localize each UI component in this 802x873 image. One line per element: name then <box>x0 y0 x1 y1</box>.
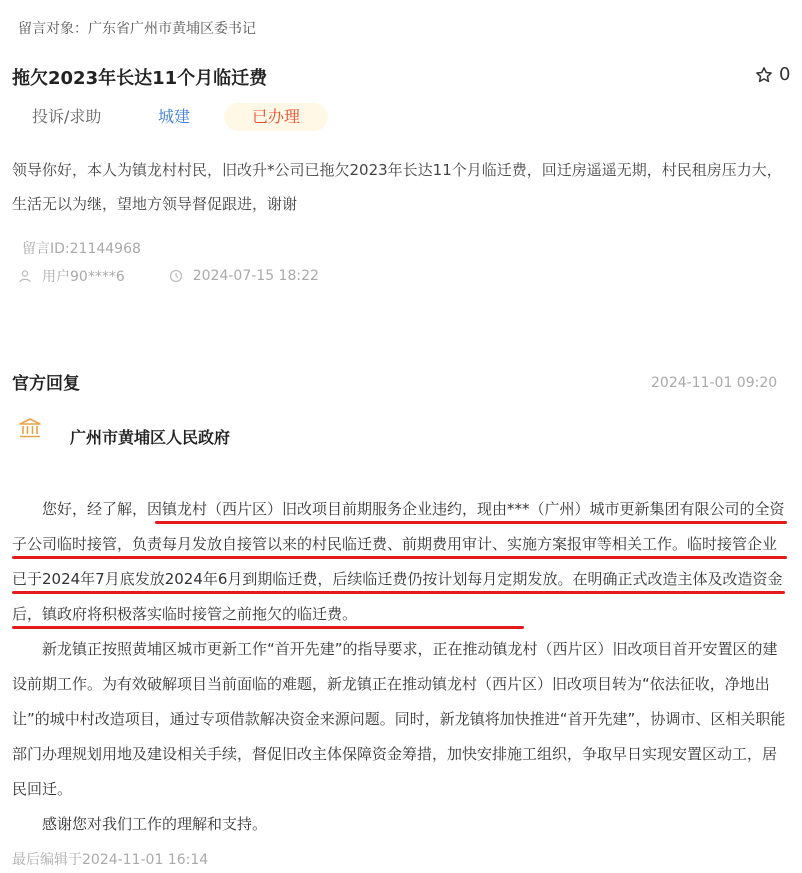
status-badge: 已办理 <box>224 103 328 131</box>
message-meta <box>18 266 319 286</box>
highlight-underline <box>12 591 785 594</box>
star-icon <box>755 66 773 84</box>
user-name: 用户90****6 <box>42 269 125 285</box>
message-id: 留言ID:21144968 <box>22 241 141 257</box>
message-time: 2024-07-15 18:22 <box>192 268 319 284</box>
reply-content <box>12 492 786 842</box>
page-title: 拖欠2023年长达11个月临迁费 <box>12 68 268 89</box>
favorite-count: 0 <box>779 64 791 85</box>
tag-category[interactable]: 城建 <box>158 107 191 126</box>
government-building-icon <box>18 417 42 439</box>
message-content: 领导你好，本人为镇龙村村民，旧改升*公司已拖欠2023年长达11个月临迁费，回迁房遥遥无期，村民租房压力大，生活无以为继，望地方领导督促跟进，谢谢 <box>12 161 782 213</box>
official-reply-heading: 官方回复 <box>12 374 80 394</box>
clock-icon <box>169 269 183 283</box>
reply-organization: 广州市黄埔区人民政府 <box>70 428 231 447</box>
favorite-button[interactable] <box>755 64 790 85</box>
user-icon <box>18 269 32 283</box>
reply-paragraph: 您好，经了解，因镇龙村（西片区）旧改项目前期服务企业违约，现由***（广州）城市更新集团有限公司的全资子公司临时接管，负责每月发放自接管以来的村民临迁费、前期费用审计、实施方案报审等相关工作。临时接管企业已于2024年7月底发放2024年6月到期临迁费，后续临迁费仍按计划每月定期发放。在明确正式改造主体及改造资金后，镇政府将积极落实临时接管之前拖欠的临迁费。 <box>12 500 785 623</box>
tag-type[interactable]: 投诉/求助 <box>12 103 121 131</box>
highlight-underline <box>12 556 787 559</box>
last-edited: 最后编辑于2024-11-01 16:14 <box>12 852 209 868</box>
highlight-underline <box>12 626 524 629</box>
highlight-underline <box>155 521 787 524</box>
message-target: 留言对象：广东省广州市黄埔区委书记 <box>18 21 256 37</box>
reply-time: 2024-11-01 09:20 <box>651 375 778 391</box>
reply-paragraph: 新龙镇正按照黄埔区城市更新工作“首开先建”的指导要求，正在推动镇龙村（西片区）旧改项目首开安置区的建设前期工作。为有效破解项目当前面临的难题，新龙镇正在推动镇龙村（西片区）旧改项目转为“依法征收，净地出让”的城中村改造项目，通过专项借款解决资金来源问题。同时，新龙镇将加快推进“首开先建”，协调市、区相关职能部门办理规划用地及建设相关手续，督促旧改主体保障资金筹措，加快安排施工组织，争取早日实现安置区动工，居民回迁。 <box>12 640 786 798</box>
reply-paragraph: 感谢您对我们工作的理解和支持。 <box>42 815 268 833</box>
